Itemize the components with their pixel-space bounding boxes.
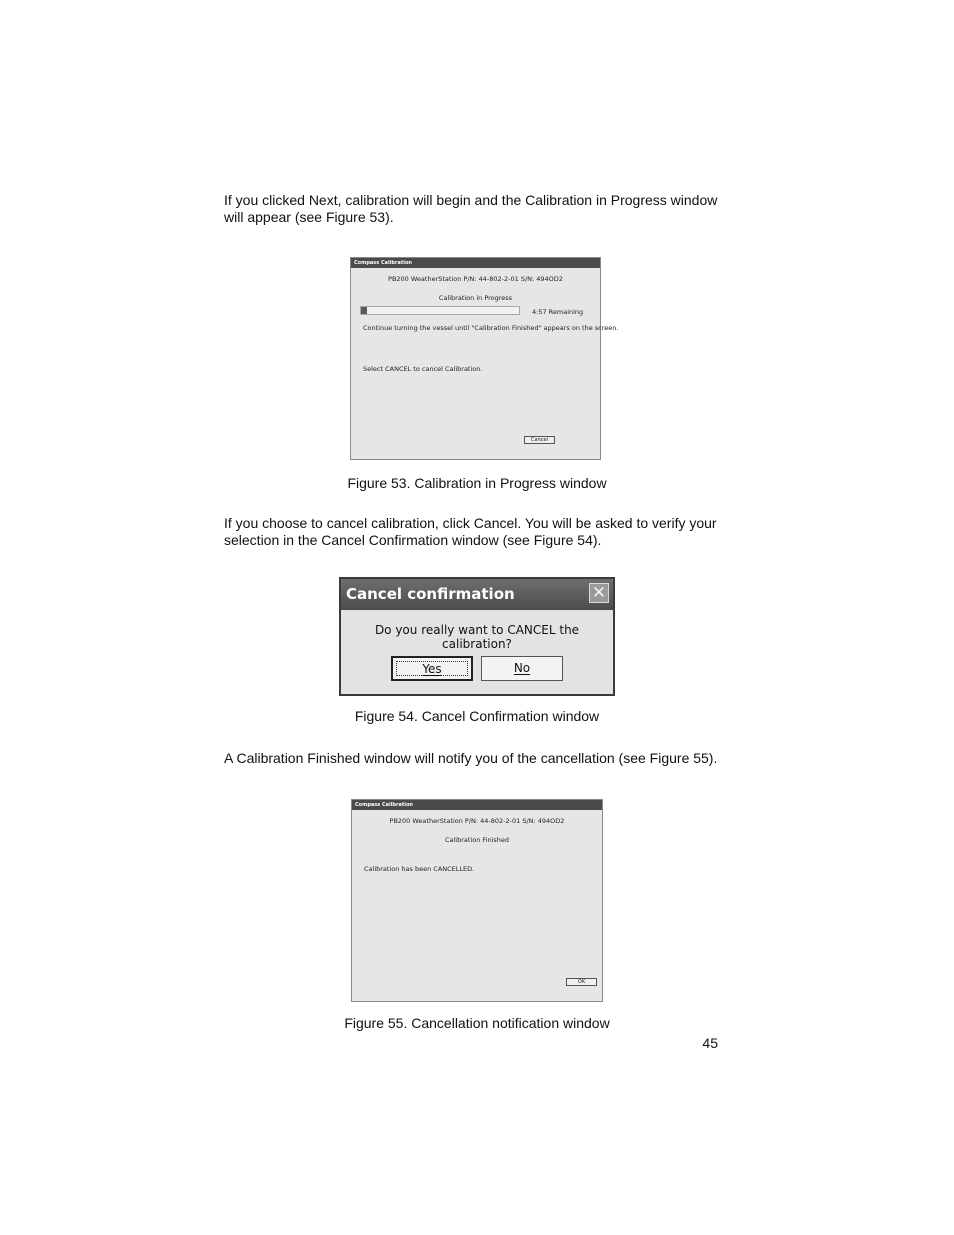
no-button-label: No [513, 661, 531, 675]
cancel-hint: Select CANCEL to cancel Calibration. [363, 365, 483, 373]
yes-button[interactable] [391, 656, 473, 681]
dialog-title: Cancel confirmation [341, 579, 613, 610]
cancel-confirmation-dialog [339, 577, 615, 696]
cancelled-message: Calibration has been CANCELLED. [364, 865, 475, 873]
calibration-status: Calibration Finished [444, 836, 510, 844]
ok-button[interactable]: OK [566, 978, 597, 986]
calibration-progress-window [350, 257, 619, 460]
intro-line-2: will appear (see Figure 53). [224, 209, 394, 225]
intro-paragraph [224, 192, 744, 226]
figure-53-caption: Figure 53. Calibration in Progress window [347, 475, 607, 491]
window-titlebar: Compass Calibration [351, 258, 600, 268]
window-titlebar: Compass Calibration [352, 800, 602, 810]
cancel-paragraph [224, 515, 744, 549]
device-info: PB200 WeatherStation P/N: 44-802-2-01 S/N: 494OD2 [389, 817, 565, 825]
calibration-status: Calibration in Progress [438, 294, 513, 302]
no-button[interactable] [481, 656, 563, 681]
instruction-text: Continue turning the vessel until "Calibration Finished" appears on the screen. [363, 324, 619, 332]
time-remaining: 4:57 Remaining [532, 308, 584, 316]
yes-button-label: Yes [422, 662, 442, 676]
cancel-line-1: If you choose to cancel calibration, click Cancel. You will be asked to verify your [224, 515, 717, 531]
calibration-progress-bar [360, 306, 520, 315]
cancel-line-2: selection in the Cancel Confirmation window (see Figure 54). [224, 532, 602, 548]
intro-line-1: If you clicked Next, calibration will begin and the Calibration in Progress window [224, 192, 718, 208]
progress-fill [361, 307, 367, 314]
calibration-finished-window [351, 799, 603, 1002]
device-info: PB200 WeatherStation P/N: 44-802-2-01 S/N: 494OD2 [388, 275, 563, 283]
close-icon[interactable]: ✕ [589, 583, 609, 603]
figure-54-caption: Figure 54. Cancel Confirmation window [354, 708, 600, 724]
finished-paragraph: A Calibration Finished window will notify you of the cancellation (see Figure 55). [224, 750, 718, 766]
cancel-button[interactable]: Cancel [524, 436, 555, 444]
figure-55-caption: Figure 55. Cancellation notification window [344, 1015, 610, 1031]
page-number: 45 [702, 1035, 718, 1051]
confirmation-message: Do you really want to CANCEL the calibration? [374, 623, 580, 651]
